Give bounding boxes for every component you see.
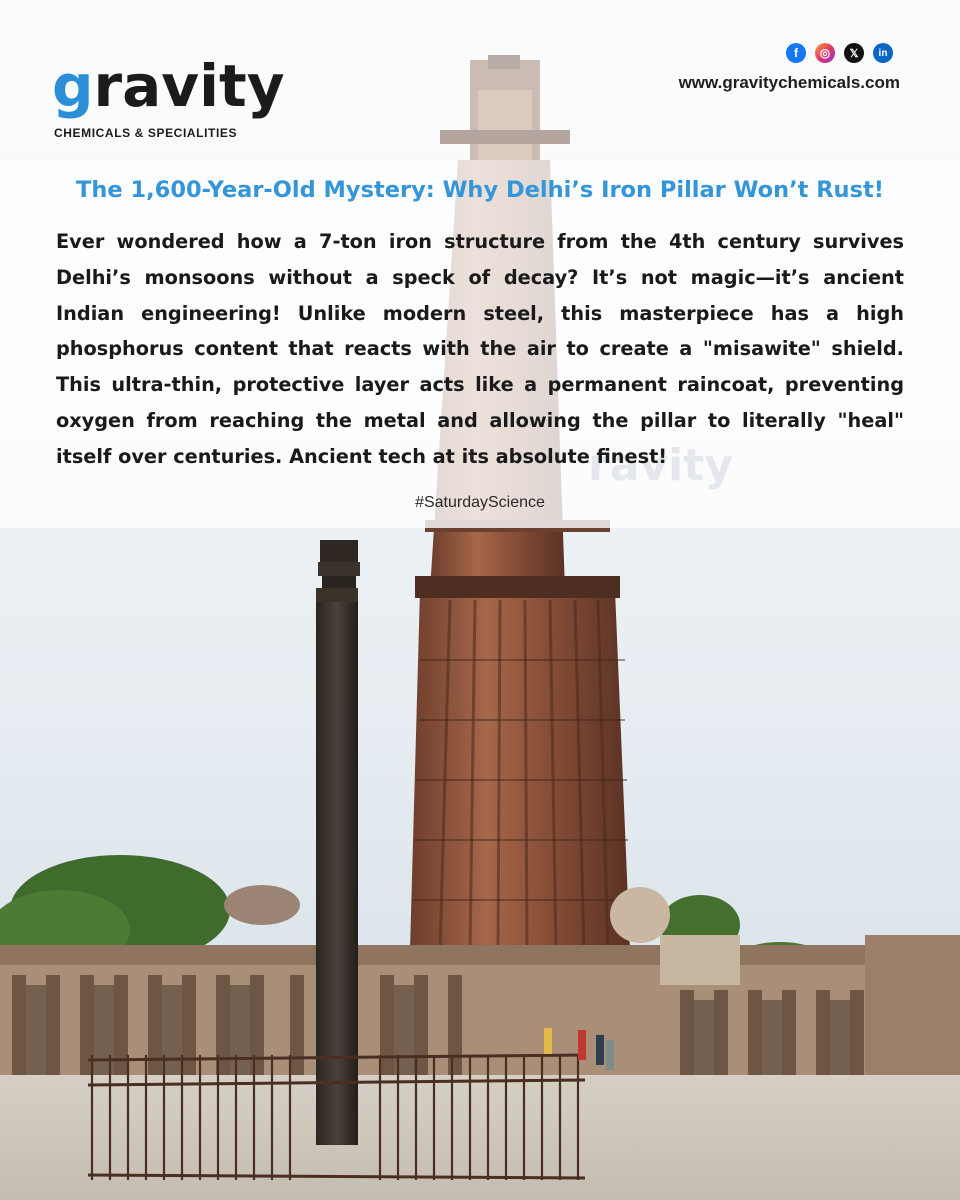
brand-logo[interactable] xyxy=(52,52,285,154)
logo-tagline: CHEMICALS & SPECIALITIES xyxy=(54,126,238,140)
x-icon[interactable]: 𝕏 xyxy=(844,43,864,63)
logo-wordmark xyxy=(52,54,285,118)
linkedin-icon[interactable]: in xyxy=(873,43,893,63)
social-links xyxy=(786,43,893,63)
post-title: The 1,600-Year-Old Mystery: Why Delhi’s Iron Pillar Won’t Rust! xyxy=(76,177,884,203)
logo-word-rest: ravity xyxy=(93,52,285,120)
post-body: Ever wondered how a 7-ton iron structure from the 4th century survives Delhi’s monsoons without a speck of decay? It’s not magic—it’s ancient Indian engineering! Unlike modern steel, this masterpiece has a high phosphorus content that reacts with the air to create a "misawite" shield. This ultra-thin, protective layer acts like a permanent raincoat, preventing oxygen from reaching the metal and allowing the pillar to literally "heal" itself over centuries. Ancient tech at its absolute finest! xyxy=(56,230,904,468)
hashtag[interactable]: #SaturdayScience xyxy=(415,494,545,511)
instagram-icon[interactable]: ◎ xyxy=(815,43,835,63)
facebook-icon[interactable]: f xyxy=(786,43,806,63)
logo-initial: g xyxy=(52,52,94,120)
iron-pillar xyxy=(316,540,360,1145)
website-link[interactable]: www.gravitychemicals.com xyxy=(678,73,900,92)
logo-watermark: ravity xyxy=(588,440,733,491)
